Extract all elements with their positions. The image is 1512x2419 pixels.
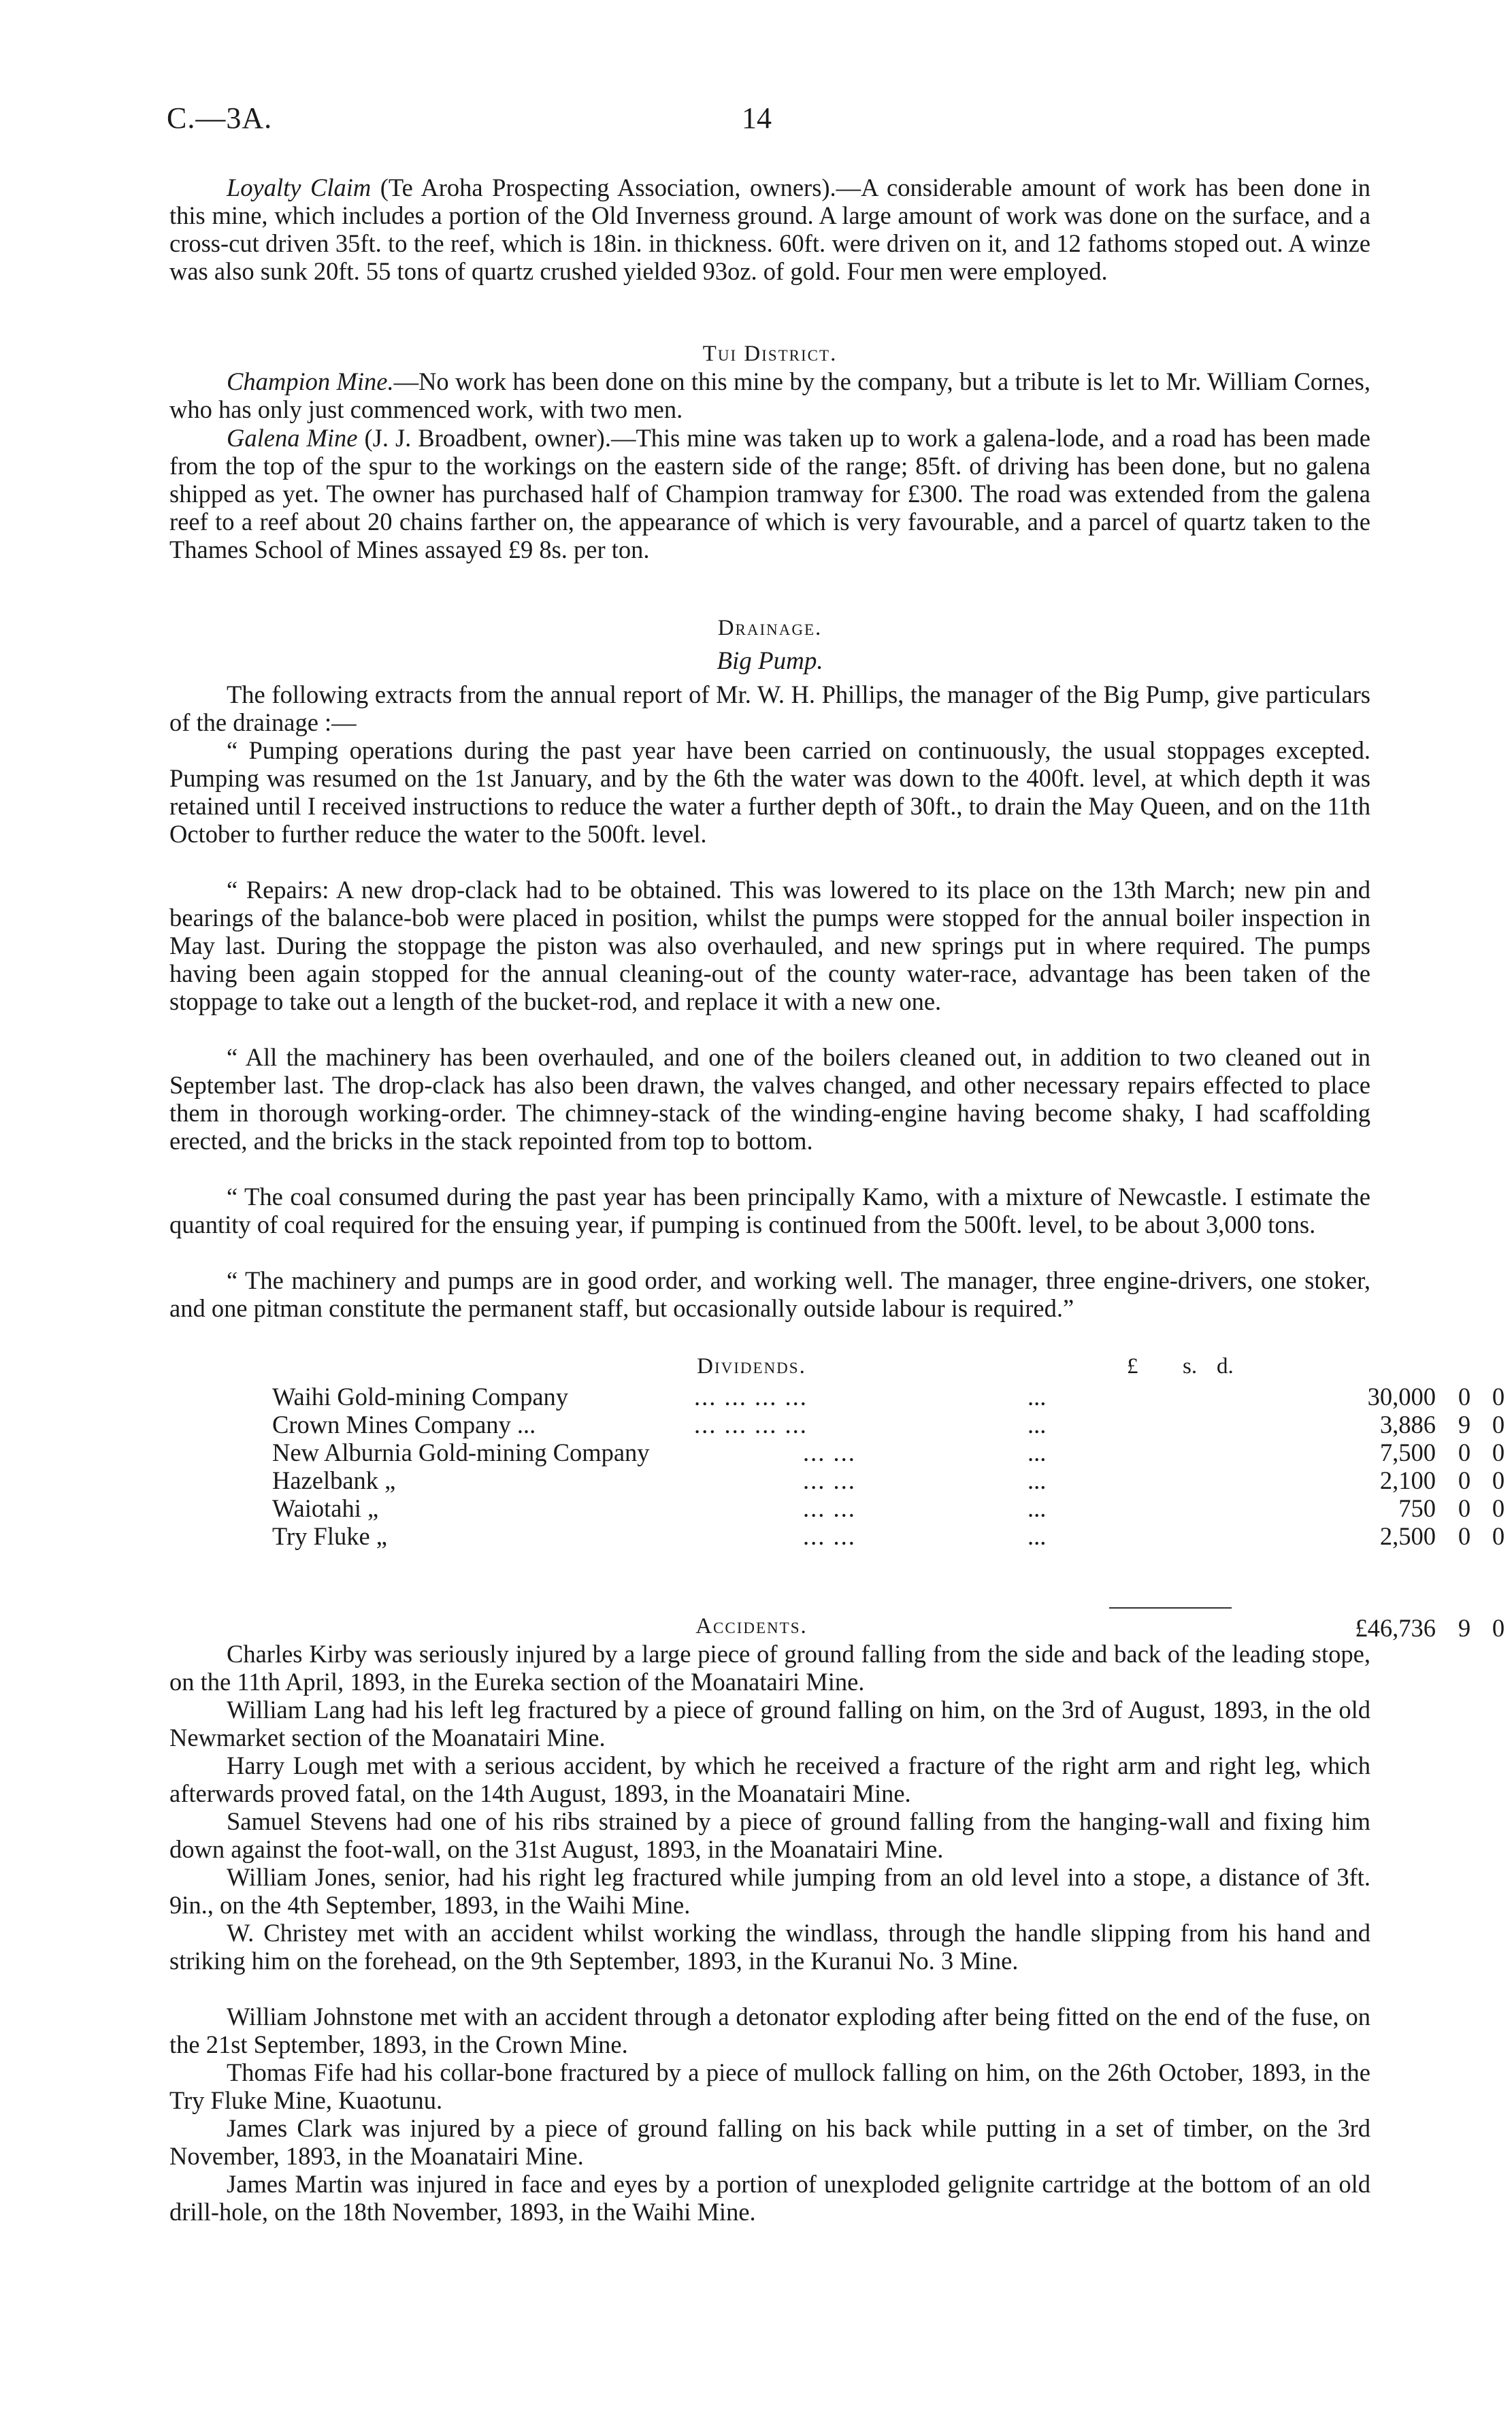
coal-paragraph: “ The coal consumed during the past year has been principally Kamo, with a mixture of Newcastle. I estimate the quantity of coal required for the ensuing year, if pumping is continued from the 500ft. level, to be about 3,000 tons. (169, 1183, 1370, 1238)
dividend-row (272, 1494, 1505, 1522)
loyalty-claim-text: (Te Aroha Prospecting Association, owners).—A considerable amount of work has been done in this mine, which includes a portion of the Old Inverness ground. A large amount of work was done on the surface, and a cross-cut driven 35ft. to the reef, which is 18in. in thickness. 60ft. were driven on it, and 12 fathoms stoped out. A winze was also sunk 20ft. 55 tons of quartz crushed yielded 93oz. of gold. Four men were employed. (169, 174, 1370, 285)
galena-mine-text: (J. J. Broadbent, owner).—This mine was taken up to work a galena-lode, and a road has been made from the top of the spur to the workings on the eastern side of the range; 85ft. of driving has been done, but no galena shipped as yet. The owner has purchased half of Champion tramway for £300. The road was extended from the galena reef to a reef about 20 chains farther on, the appearance of which is very favourable, and a parcel of quartz taken to the Thames School of Mines assayed £9 8s. per ton. (169, 424, 1370, 563)
leader-dots: ... ... (803, 1494, 856, 1522)
galena-mine-lead: Galena Mine (227, 424, 358, 452)
leader-dots-final: ... (1028, 1494, 1047, 1522)
dividend-shillings: 0 (1458, 1494, 1471, 1522)
company-name: Try Fluke „ (272, 1522, 388, 1550)
dividend-shillings: 0 (1458, 1438, 1471, 1466)
tui-district-heading: Tui District. (702, 342, 838, 366)
company-name: Waiotahi „ (272, 1494, 379, 1522)
repairs-paragraph: “ Repairs: A new drop-clack had to be obtained. This was lowered to its place on the 13th March; new pin and bearings of the balance-bob were placed in position, whilst the pumps were stopped for the annual boiler inspection in May last. During the stoppage the piston was also overhauled, and new springs put in where required. The pumps having been again stopped for the annual cleaning-out of the county water-race, advantage has been taken of the stoppage to take out a length of the bucket-rod, and replace it with a new one. (169, 876, 1370, 1015)
accident-entry: Samuel Stevens had one of his ribs strained by a piece of ground falling from the hanging-wall and fixing him down against the foot-wall, on the 31st August, 1893, in the Moanatairi Mine. (169, 1807, 1370, 1863)
champion-mine-lead: Champion Mine. (227, 367, 394, 395)
accident-entry: James Clark was injured by a piece of ground falling on his back while putting in a set of timber, on the 3rd November, 1893, in the Moanatairi Mine. (169, 2114, 1370, 2170)
accident-entry: Thomas Fife had his collar-bone fractured by a piece of mullock falling on him, on the 26th October, 1893, in the Try Fluke Mine, Kuaotunu. (169, 2058, 1370, 2114)
dividend-pounds: 750 (1398, 1494, 1436, 1522)
company-name: Hazelbank „ (272, 1466, 396, 1494)
accident-entry: Charles Kirby was seriously injured by a large piece of ground falling from the side and back of the leading stope, on the 11th April, 1893, in the Eureka section of the Moanatairi Mine. (169, 1640, 1370, 1696)
dividend-row (272, 1383, 1505, 1411)
dividend-row (272, 1522, 1505, 1550)
dividend-pounds: 2,100 (1379, 1466, 1436, 1494)
dividend-row (272, 1438, 1505, 1466)
accidents-heading: Accidents. (695, 1614, 808, 1639)
leader-dots-final: ... (1028, 1466, 1047, 1494)
champion-mine-paragraph (169, 367, 1370, 423)
pounds-column-header: £ (1127, 1354, 1138, 1379)
leader-dots: ... ... (803, 1438, 856, 1466)
champion-mine-text: —No work has been done on this mine by the company, but a tribute is let to Mr. William Cornes, who has only just commenced work, with two men. (169, 367, 1370, 423)
company-name: New Alburnia Gold-mining Company (272, 1438, 650, 1466)
big-pump-subheading: Big Pump. (717, 647, 823, 675)
galena-mine-paragraph (169, 424, 1370, 563)
dividend-pence: 0 (1492, 1522, 1505, 1550)
dividend-pounds: 3,886 (1379, 1411, 1436, 1438)
accident-entry: W. Christey met with an accident whilst working the windlass, through the handle slipping from his hand and striking him on the forehead, on the 9th September, 1893, in the Kuranui No. 3 Mine. (169, 1919, 1370, 1975)
pumping-operations-paragraph: “ Pumping operations during the past year have been carried on continuously, the usual stoppages excepted. Pumping was resumed on the 1st January, and by the 6th the water was down to the 400ft. level, at which depth it was retained until I received instructions to reduce the water a further depth of 30ft., to drain the May Queen, and on the 11th October to further reduce the water to the 500ft. level. (169, 736, 1370, 848)
dividend-pounds: 7,500 (1379, 1438, 1436, 1466)
dividend-pence: 0 (1492, 1383, 1505, 1411)
report-code: C.—3A. (167, 101, 273, 135)
total-shillings: 9 (1458, 1614, 1471, 1642)
staff-paragraph: “ The machinery and pumps are in good order, and working well. The manager, three engine-drivers, one stoker, and one pitman constitute the permanent staff, but occasionally outside labour is required.” (169, 1266, 1370, 1322)
company-name: Waihi Gold-mining Company (272, 1383, 569, 1411)
leader-dots: ... ... (803, 1522, 856, 1550)
leader-dots-final: ... (1028, 1383, 1047, 1411)
page-number: 14 (742, 101, 772, 135)
dividend-pence: 0 (1492, 1438, 1505, 1466)
dividend-shillings: 0 (1458, 1522, 1471, 1550)
dividend-pence: 0 (1492, 1411, 1505, 1438)
accident-entry: William Jones, senior, had his right leg fractured while jumping from an old level into a stope, a distance of 3ft. 9in., on the 4th September, 1893, in the Waihi Mine. (169, 1863, 1370, 1919)
total-rule (1109, 1607, 1232, 1609)
shillings-column-header: s. (1183, 1354, 1198, 1379)
leader-dots-final: ... (1028, 1438, 1047, 1466)
dividend-pounds: 2,500 (1379, 1522, 1436, 1550)
leader-dots: ... ... (803, 1466, 856, 1494)
total-pence: 0 (1492, 1614, 1505, 1642)
leader-dots: ... ... ... ... (694, 1411, 808, 1438)
accident-entry: Harry Lough met with a serious accident, by which he received a fracture of the right arm and right leg, which afterwards proved fatal, on the 14th August, 1893, in the Moanatairi Mine. (169, 1751, 1370, 1807)
dividend-shillings: 0 (1458, 1383, 1471, 1411)
dividend-pence: 0 (1492, 1494, 1505, 1522)
dividend-row (272, 1466, 1505, 1494)
dividend-pence: 0 (1492, 1466, 1505, 1494)
drainage-heading: Drainage. (717, 616, 823, 640)
dividend-shillings: 9 (1458, 1411, 1471, 1438)
dividend-row (272, 1411, 1505, 1438)
leader-dots-final: ... (1028, 1411, 1047, 1438)
accident-entry: William Lang had his left leg fractured by a piece of ground falling on him, on the 3rd of August, 1893, in the old Newmarket section of the Moanatairi Mine. (169, 1696, 1370, 1751)
machinery-paragraph: “ All the machinery has been overhauled, and one of the boilers cleaned out, in addition to two cleaned out in September last. The drop-clack has also been drawn, the valves changed, and other necessary repairs effected to place them in thorough working-order. The chimney-stack of the winding-engine having become shaky, I had scaffolding erected, and the bricks in the stack repointed from top to bottom. (169, 1043, 1370, 1155)
loyalty-claim-paragraph (169, 174, 1370, 285)
dividend-pounds: 30,000 (1367, 1383, 1436, 1411)
pence-column-header: d. (1217, 1354, 1234, 1379)
total-pounds: £46,736 (1355, 1614, 1436, 1642)
leader-dots-final: ... (1028, 1522, 1047, 1550)
leader-dots: ... ... ... ... (694, 1383, 808, 1411)
company-name: Crown Mines Company ... (272, 1411, 536, 1438)
accident-entry: William Johnstone met with an accident through a detonator exploding after being fitted on the end of the fuse, on the 21st September, 1893, in the Crown Mine. (169, 2003, 1370, 2058)
loyalty-claim-lead: Loyalty Claim (227, 174, 372, 201)
accident-entry: James Martin was injured in face and eyes by a portion of unexploded gelignite cartridge at the bottom of an old drill-hole, on the 18th November, 1893, in the Waihi Mine. (169, 2170, 1370, 2226)
dividends-heading: Dividends. (697, 1354, 806, 1379)
drainage-intro: The following extracts from the annual report of Mr. W. H. Phillips, the manager of the Big Pump, give particulars of the drainage :— (169, 680, 1370, 736)
dividend-shillings: 0 (1458, 1466, 1471, 1494)
